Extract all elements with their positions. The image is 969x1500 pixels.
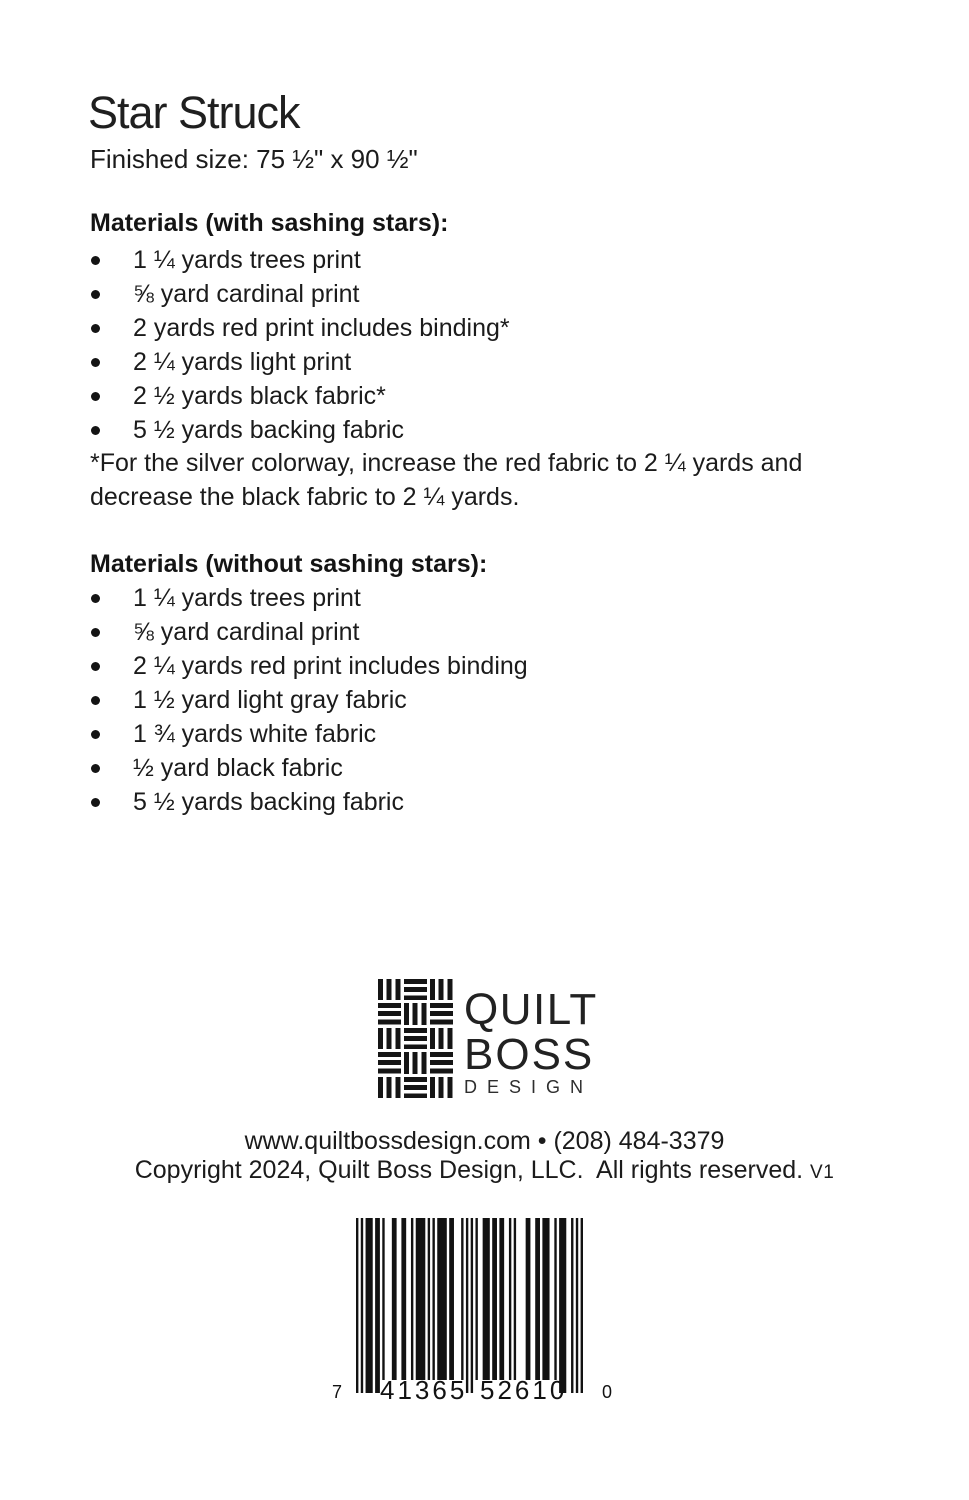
- materials-without-sashing-list: [90, 581, 528, 819]
- list-item-label: 2 ¼ yards light print: [133, 348, 352, 376]
- list-item: [90, 785, 528, 819]
- list-item-label: ⅝ yard cardinal print: [133, 280, 360, 308]
- list-item-label: 1 ½ yard light gray fabric: [133, 686, 407, 714]
- list-item-label: 2 yards red print includes binding*: [133, 314, 510, 342]
- bullet-icon: [91, 628, 100, 637]
- list-item-label: 5 ½ yards backing fabric: [133, 788, 404, 816]
- upc-barcode: [330, 1218, 630, 1403]
- weave-cell: [404, 1028, 427, 1049]
- weave-cell: [430, 1052, 453, 1073]
- list-item-label: 5 ½ yards backing fabric: [133, 416, 404, 444]
- copyright-text: Copyright 2024, Quilt Boss Design, LLC. All rights reserved.: [134, 1156, 811, 1184]
- list-item: [90, 413, 510, 447]
- materials-with-sashing-heading: Materials (with sashing stars):: [90, 209, 449, 237]
- list-item: [90, 311, 510, 345]
- weave-cell: [430, 1028, 453, 1049]
- bullet-icon: [91, 324, 100, 333]
- logo-word-quilt: QUILT: [464, 985, 598, 1034]
- version-label: V1: [810, 1162, 835, 1183]
- list-item: [90, 243, 510, 277]
- weave-cell: [404, 979, 427, 1000]
- list-item-label: 1 ¾ yards white fabric: [133, 720, 377, 748]
- list-item: [90, 345, 510, 379]
- weave-cell: [378, 979, 401, 1000]
- list-item-label: ½ yard black fabric: [133, 754, 343, 782]
- page-title: Star Struck: [88, 87, 300, 138]
- finished-size-text: Finished size: 75 ½" x 90 ½": [90, 144, 418, 174]
- weave-cell: [430, 1003, 453, 1024]
- weave-cell: [378, 1077, 401, 1098]
- logo-word-boss: BOSS: [464, 1030, 595, 1079]
- list-item-label: 1 ¼ yards trees print: [133, 246, 361, 274]
- copyright-line: [0, 1155, 969, 1188]
- list-item: [90, 683, 528, 717]
- bullet-icon: [91, 730, 100, 739]
- bullet-icon: [91, 256, 100, 265]
- footnote-line: decrease the black fabric to 2 ¼ yards.: [90, 483, 520, 511]
- list-item-label: ⅝ yard cardinal print: [133, 618, 360, 646]
- list-item-label: 2 ½ yards black fabric*: [133, 382, 386, 410]
- list-item: [90, 277, 510, 311]
- list-item: [90, 649, 528, 683]
- list-item-label: 1 ¼ yards trees print: [133, 584, 361, 612]
- weave-cell: [378, 1052, 401, 1073]
- weave-cell: [430, 979, 453, 1000]
- weave-cell: [430, 1077, 453, 1098]
- bullet-icon: [91, 594, 100, 603]
- materials-without-sashing-heading: Materials (without sashing stars):: [90, 550, 488, 578]
- list-item: [90, 379, 510, 413]
- website-phone-line: www.quiltbossdesign.com • (208) 484-3379: [244, 1127, 725, 1155]
- logo-word-design: DESIGN: [464, 1077, 594, 1097]
- bullet-icon: [91, 764, 100, 773]
- weave-cell: [378, 1003, 401, 1024]
- bullet-icon: [91, 426, 100, 435]
- barcode-digit-left-group: 41365: [380, 1375, 468, 1405]
- materials-with-sashing-list: [90, 243, 510, 447]
- bullet-icon: [91, 798, 100, 807]
- weave-cell: [404, 1077, 427, 1098]
- list-item: [90, 581, 528, 615]
- bullet-icon: [91, 358, 100, 367]
- footnote-line: *For the silver colorway, increase the red fabric to 2 ¼ yards and: [90, 449, 803, 477]
- quilt-basketweave-logo-icon: [378, 979, 455, 1098]
- list-item: [90, 751, 528, 785]
- weave-cell: [404, 1003, 427, 1024]
- upc-barcode-bars: [356, 1218, 583, 1394]
- barcode-digit-right-group: 52610: [480, 1375, 568, 1405]
- list-item-label: 2 ¼ yards red print includes binding: [133, 652, 528, 680]
- barcode-digit-left-outer: 7: [332, 1382, 343, 1402]
- barcode-digit-right-outer: 0: [602, 1382, 613, 1402]
- bullet-icon: [91, 392, 100, 401]
- weave-cell: [404, 1052, 427, 1073]
- colorway-footnote: [90, 446, 802, 514]
- bullet-icon: [91, 290, 100, 299]
- list-item: [90, 717, 528, 751]
- bullet-icon: [91, 696, 100, 705]
- bullet-icon: [91, 662, 100, 671]
- weave-cell: [378, 1028, 401, 1049]
- list-item: [90, 615, 528, 649]
